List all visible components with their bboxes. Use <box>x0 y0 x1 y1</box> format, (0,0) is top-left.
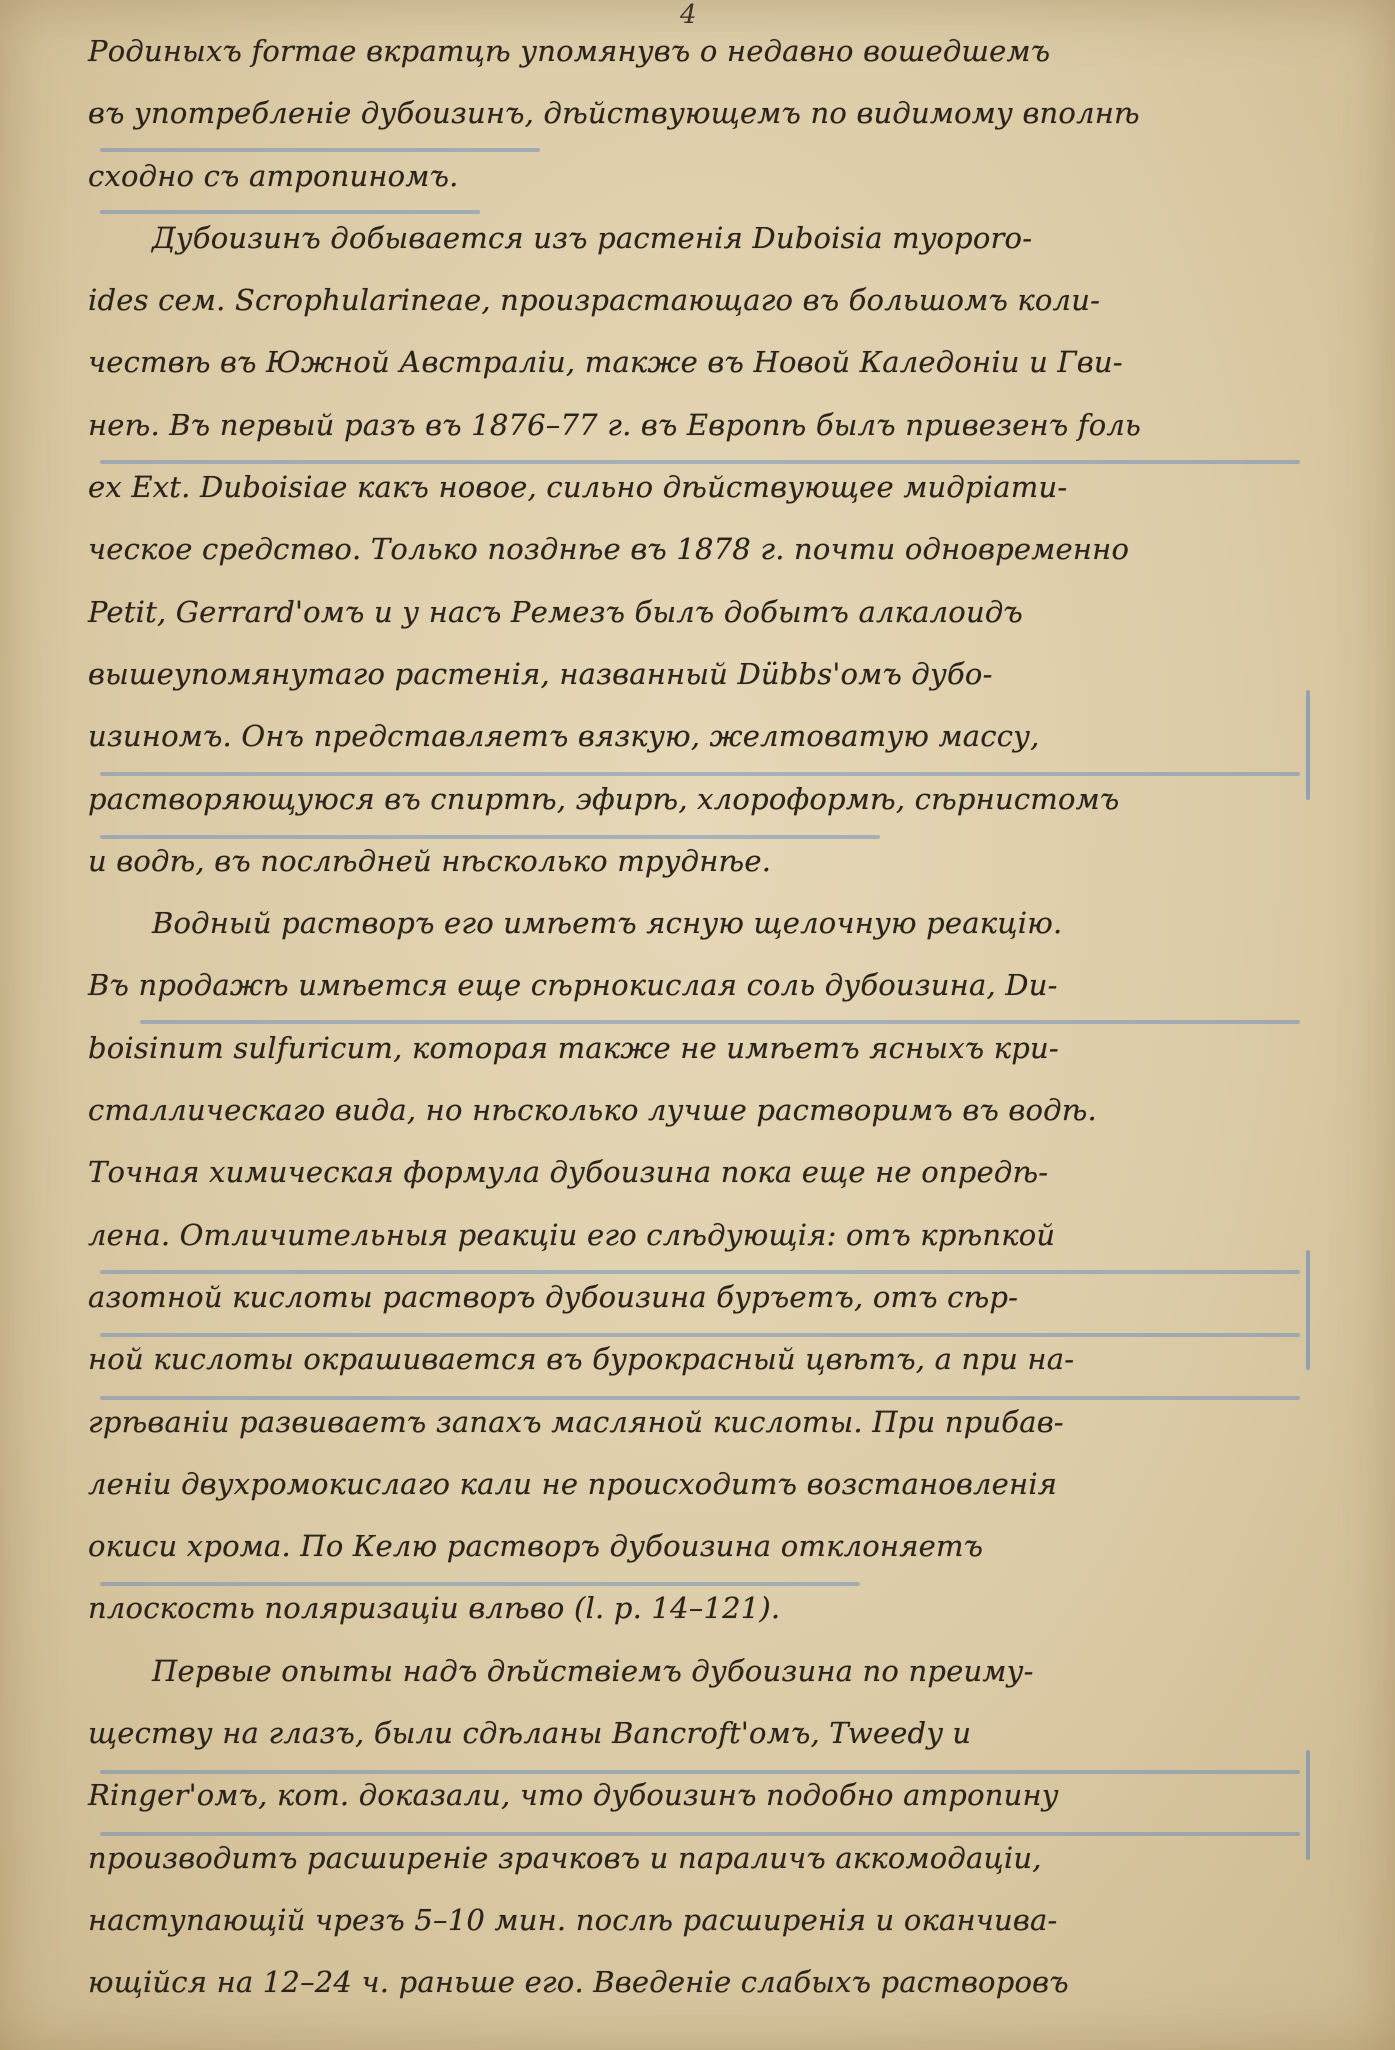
text-line: грѣваніи развиваетъ запахъ масляной кислоты. При прибав- <box>88 1404 1064 1439</box>
text-line: ной кислоты окрашивается въ бурокрасный цвѣтъ, а при на- <box>88 1342 1075 1377</box>
text-line: чествѣ въ Южной Австраліи, также въ Новой Каледоніи и Гви- <box>88 345 1123 380</box>
text-line: Ringer'омъ, кот. доказали, что дубоизинъ подобно атропину <box>88 1778 1059 1813</box>
manuscript-text <box>88 20 1318 2014</box>
text-line: Первые опыты надъ дѣйствіемъ дубоизина по преиму- <box>152 1653 1034 1688</box>
text-line: ides сем. Scrophularineae, произрастающаго въ большомъ коли- <box>88 283 1101 318</box>
text-line: сходно съ атропиномъ. <box>88 158 459 193</box>
text-line: плоскость поляризаціи влѣво (l. p. 14–121). <box>88 1591 781 1626</box>
text-line: Родиныхъ formae вкратцѣ упомянувъ о недавно вошедшемъ <box>88 34 1051 68</box>
text-line: окиси хрома. По Келю растворъ дубоизина отклоняетъ <box>88 1529 984 1564</box>
text-line: Точная химическая формула дубоизина пока еще не опредѣ- <box>88 1155 1049 1190</box>
text-line: ющійся на 12–24 ч. раньше его. Введеніе слабыхъ растворовъ <box>88 1965 1069 2000</box>
text-line: ex Ext. Duboisiae какъ новое, сильно дѣйствующее мидріати- <box>88 470 1068 505</box>
text-line: сталлическаго вида, но нѣсколько лучше растворимъ въ водѣ. <box>88 1093 1097 1128</box>
text-line: изиномъ. Онъ представляетъ вязкую, желтоватую массу, <box>88 719 1040 754</box>
text-line: Въ продажѣ имѣется еще сѣрнокислая соль дубоизина, Du- <box>88 968 1058 1003</box>
text-line: и водѣ, въ послѣдней нѣсколько труднѣе. <box>88 843 772 878</box>
text-line: наступающій чрезъ 5–10 мин. послѣ расширенія и оканчива- <box>88 1902 1058 1937</box>
text-line: Дубоизинъ добывается изъ растенія Duboisia myoporo- <box>152 220 1033 255</box>
text-line: неѣ. Въ первый разъ въ 1876–77 г. въ Европѣ былъ привезенъ fоль <box>88 407 1142 442</box>
text-line: Petit, Gerrard'омъ и у насъ Ремезъ былъ добытъ алкалоидъ <box>88 594 1023 629</box>
text-line: вышеупомянутаго растенія, названный Dübbs'омъ дубо- <box>88 656 993 691</box>
text-line: ществу на глазъ, были сдѣланы Bancroft'омъ, Tweedy и <box>88 1716 972 1751</box>
page-number: 4 <box>680 0 697 30</box>
text-line: растворяющуюся въ спиртѣ, эфирѣ, хлороформѣ, сѣрнистомъ <box>88 781 1120 816</box>
text-line: Водный растворъ его имѣетъ ясную щелочную реакцію. <box>152 906 1063 941</box>
text-line: лена. Отличительныя реакціи его слѣдующія: отъ крѣпкой <box>88 1217 1056 1252</box>
text-line: ческое средство. Только позднѣе въ 1878 г. почти одновременно <box>88 532 1130 567</box>
text-line: азотной кислоты растворъ дубоизина буръетъ, отъ сѣр- <box>88 1279 1019 1314</box>
text-line: boisinum sulfuricum, которая также не имѣетъ ясныхъ кри- <box>88 1030 1059 1065</box>
text-line: производитъ расширеніе зрачковъ и параличъ аккомодаціи, <box>88 1840 1042 1875</box>
text-line: въ употребленіе дубоизинъ, дѣйствующемъ по видимому вполнѣ <box>88 96 1140 131</box>
text-line: леніи двухромокислаго кали не происходитъ возстановленія <box>88 1466 1058 1501</box>
